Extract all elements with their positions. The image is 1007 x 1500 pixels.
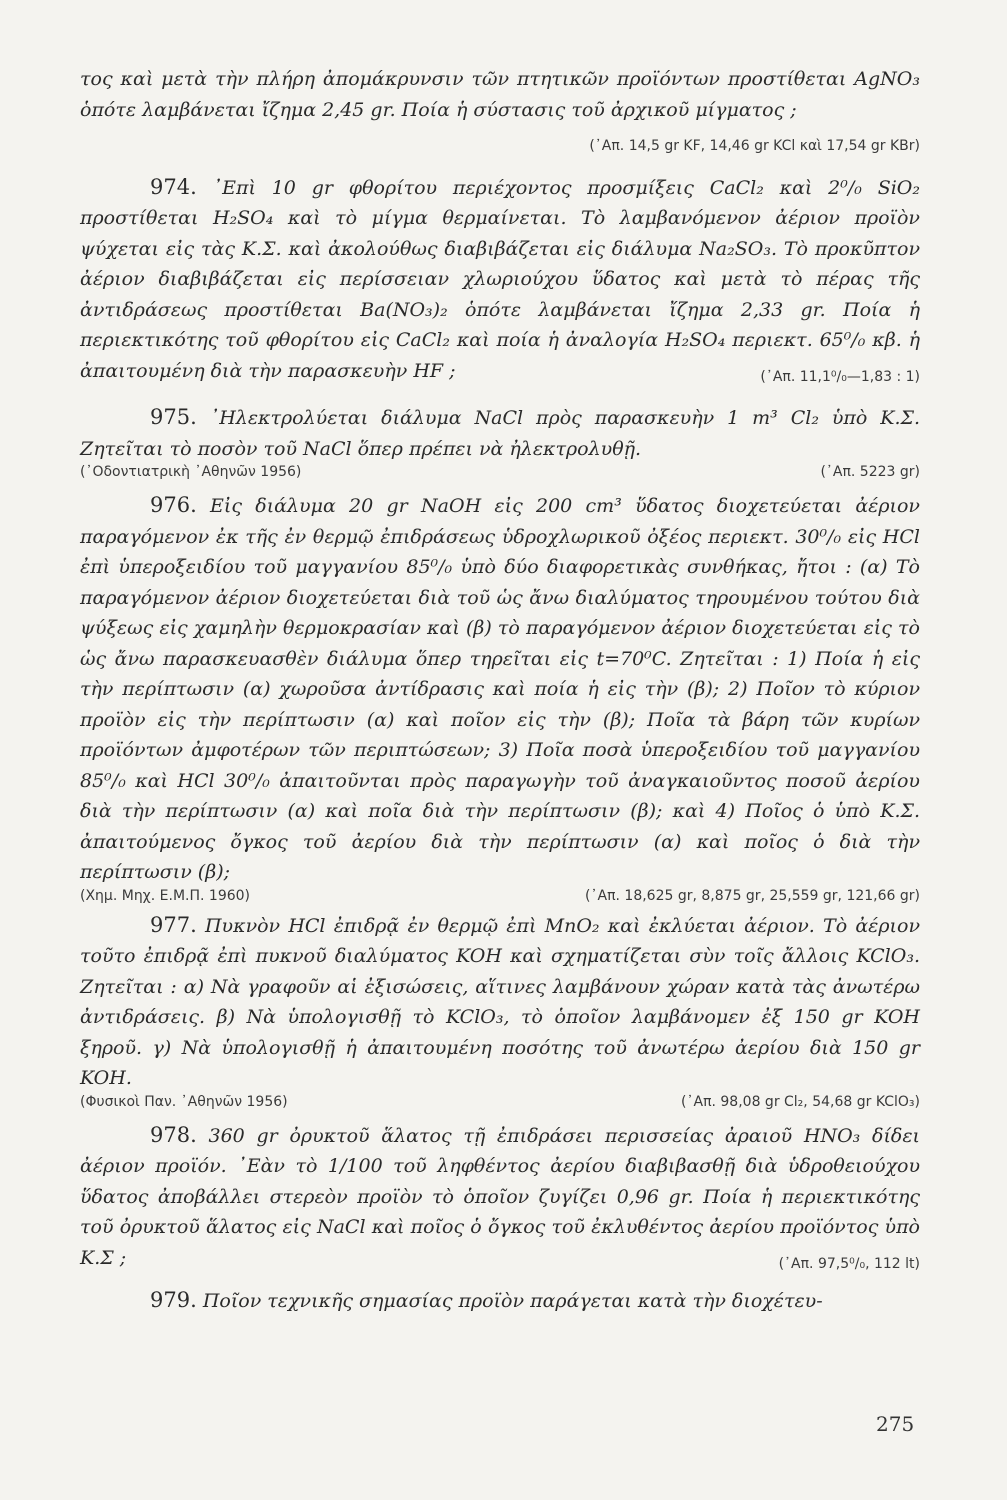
source: (Χημ. Μηχ. Ε.Μ.Π. 1960) — [80, 887, 251, 904]
exercise-body: Εἰς διάλυμα 20 gr NaOH εἰς 200 cm³ ὕδατος διοχετεύεται ἀέριον παραγόμενον ἐκ τῆς ἐν θερμῷ ἐπιδράσεως ὑδροχλωρικοῦ ὀξέος περιεκτ. 30⁰/₀ εἰς HCl ἐπὶ ὑπεροξειδίου τοῦ μαγγανίου 85⁰/₀ ὑπὸ δύο διαφορετικὰς συνθήκας, ἤτοι : (α) Τὸ παραγόμενον ἀέριον διοχετεύεται διὰ τοῦ ὡς ἄνω διαλύματος τηρουμένου τούτου διὰ ψύξεως εἰς χαμηλὴν θερμοκρασίαν καὶ (β) τὸ παραγόμενον ἀέριον διοχετεύεται εἰς τὸ ὡς ἄνω παρασκευασθὲν διάλυμα ὅπερ τηρεῖται εἰς t=70⁰C. Ζητεῖται : 1) Ποία ἡ εἰς τὴν περίπτωσιν (α) χωροῦσα ἀντίδρασις καὶ ποία ἡ εἰς τὴν (β); 2) Ποῖον τὸ κύριον προϊὸν εἰς τὴν περίπτωσιν (α) καὶ ποῖον εἰς τὴν (β); Ποῖα τὰ βάρη τῶν κυρίων προϊόντων ἀμφοτέρων τῶν περιπτώσεων; 3) Ποῖα ποσὰ ὑπεροξειδίου τοῦ μαγγανίου 85⁰/₀ καὶ HCl 30⁰/₀ ἀπαιτοῦνται πρὸς παραγωγὴν τοῦ ἀναγκαιοῦντος ποσοῦ ἀερίου διὰ τὴν περίπτωσιν (α) καὶ ποῖα διὰ τὴν περίπτωσιν (β); καὶ 4) Ποῖος ὁ ὑπὸ Κ.Σ. ἀπαιτούμενος ὄγκος τοῦ ἀερίου διὰ τὴν περίπτωσιν (α) καὶ ποῖος ὁ διὰ τὴν περίπτωσιν (β); — [80, 495, 920, 883]
answer: (᾿Απ. 98,08 gr Cl₂, 54,68 gr KClO₃) — [681, 1093, 920, 1110]
answer: (᾿Απ. 97,5⁰/₀, 112 lt) — [778, 1255, 920, 1272]
exercise-974 — [80, 172, 920, 393]
exercise-number: 977. — [150, 912, 197, 937]
answer: (᾿Απ. 14,5 gr KF, 14,46 gr KCl καὶ 17,54 gr KBr) — [589, 138, 920, 154]
exercise-body: 360 gr ὀρυκτοῦ ἅλατος τῇ ἐπιδράσει περισσείας ἀραιοῦ HNO₃ δίδει ἀέριον προϊόν. ᾿Εὰν τὸ 1/100 τοῦ ληφθέντος ἀερίου διαβιβασθῇ διὰ ὑδροθειούχου ὕδατος ἀποβάλλει στερεὸν προϊὸν τὸ ὁποῖον ζυγίζει 0,96 gr. Ποία ἡ περιεκτικότης τοῦ ὀρυκτοῦ ἅλατος εἰς NaCl καὶ ποῖος ὁ ὄγκος τοῦ ἐκλυθέντος ἀερίου προϊόντος ὑπὸ Κ.Σ ; — [80, 1124, 920, 1269]
page-text — [80, 64, 920, 1317]
source-answer-row — [80, 464, 920, 480]
exercise-number: 975. — [150, 405, 197, 429]
exercise-text — [80, 910, 920, 1094]
source: (Φυσικοὶ Παν. ᾿Αθηνῶν 1956) — [80, 1093, 288, 1110]
answer: (᾿Απ. 5223 gr) — [820, 464, 920, 480]
exercise-976 — [80, 490, 920, 904]
exercise-text — [80, 64, 920, 154]
exercise-text — [80, 490, 920, 888]
exercise-body: ᾿Ηλεκτρολύεται διάλυμα NaCl πρὸς παρασκευὴν 1 m³ Cl₂ ὑπὸ Κ.Σ. Ζητεῖται τὸ ποσὸν τοῦ NaCl ὅπερ πρέπει νὰ ἠλεκτρολυθῇ. — [80, 407, 920, 460]
exercise-978 — [80, 1120, 920, 1280]
exercise-continuation — [80, 64, 920, 162]
source: (᾿Οδοντιατρικὴ ᾿Αθηνῶν 1956) — [80, 464, 302, 480]
exercise-979 — [80, 1285, 920, 1317]
page-number: 275 — [876, 1412, 915, 1436]
exercise-body: Πυκνὸν HCl ἐπιδρᾷ ἐν θερμῷ ἐπὶ MnO₂ καὶ ἐκλύεται ἀέριον. Τὸ ἀέριον τοῦτο ἐπιδρᾷ ἐπὶ πυκνοῦ διαλύματος KOH καὶ σχηματίζεται σὺν τοῖς ἄλλοις KClO₃. Ζητεῖται : α) Νὰ γραφοῦν αἱ ἐξισώσεις, αἵτινες λαμβάνουν χώραν κατὰ τὰς ἀνωτέρω ἀντιδράσεις. β) Νὰ ὑπολογισθῇ τὸ KClO₃, τὸ ὁποῖον λαμβάνομεν ἐξ 150 gr KOH ξηροῦ. γ) Νὰ ὑπολογισθῇ ἡ ἀπαιτουμένη ποσότης τοῦ ἀνωτέρω ἀερίου διὰ 150 gr KOH. — [80, 914, 920, 1089]
exercise-text — [80, 402, 920, 464]
answer: (᾿Απ. 18,625 gr, 8,875 gr, 25,559 gr, 121,66 gr) — [585, 887, 920, 904]
answer: (᾿Απ. 11,1⁰/₀—1,83 : 1) — [760, 368, 920, 385]
source-answer-row — [80, 1094, 920, 1110]
source-answer-row — [80, 888, 920, 904]
exercise-975 — [80, 402, 920, 480]
exercise-number: 976. — [150, 493, 197, 517]
exercise-body: Ποῖον τεχνικῆς σημασίας προϊὸν παράγεται κατὰ τὴν διοχέτευ- — [202, 1290, 823, 1312]
exercise-text — [80, 172, 920, 387]
exercise-body: ᾿Επὶ 10 gr φθορίτου περιέχοντος προσμίξεις CaCl₂ καὶ 2⁰/₀ SiO₂ προστίθεται H₂SO₄ καὶ τὸ μίγμα θερμαίνεται. Τὸ λαμβανόμενον ἀέριον προϊὸν ψύχεται εἰς τὰς Κ.Σ. καὶ ἀκολούθως διαβιβάζεται εἰς διάλυμα Na₂SO₃. Τὸ προκῦπτον ἀέριον διαβιβάζεται εἰς περίσσειαν χλωριούχου ὕδατος καὶ μετὰ τὸ πέρας τῆς ἀντιδράσεως προστίθεται Ba(NO₃)₂ ὁπότε λαμβάνεται ἴζημα 2,33 gr. Ποία ἡ περιεκτικότης τοῦ φθορίτου εἰς CaCl₂ καὶ ποία ἡ ἀναλογία H₂SO₄ περιεκτ. 65⁰/₀ κβ. ἡ ἀπαιτουμένη διὰ τὴν παρασκευὴν HF ; — [80, 176, 920, 382]
exercise-number: 974. — [150, 174, 197, 199]
exercise-text — [80, 1120, 920, 1274]
exercise-text — [80, 1285, 920, 1317]
exercise-977 — [80, 910, 920, 1110]
exercise-number: 978. — [150, 1122, 197, 1147]
exercise-body: τος καὶ μετὰ τὴν πλήρη ἀπομάκρυνσιν τῶν πτητικῶν προϊόντων προστίθεται AgNO₃ ὁπότε λαμβάνεται ἴζημα 2,45 gr. Ποία ἡ σύστασις τοῦ ἀρχικοῦ μίγματος ; — [80, 68, 920, 121]
exercise-number: 979. — [150, 1288, 197, 1312]
